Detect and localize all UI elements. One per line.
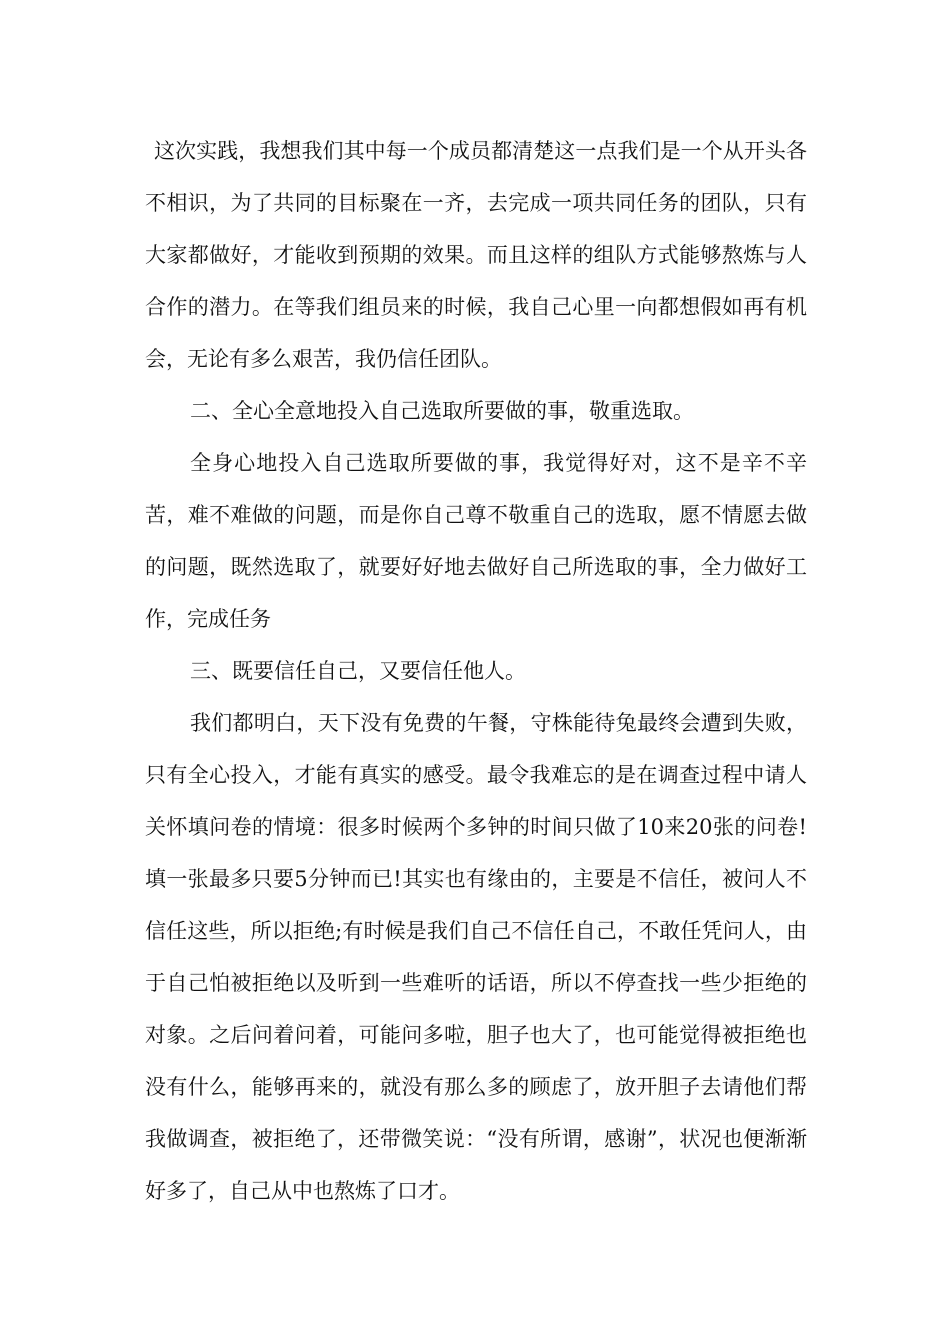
paragraph-team-practice: 这次实践，我想我们其中每一个成员都清楚这一点我们是一个从开头各不相识，为了共同的目标聚在一齐，去完成一项共同任务的团队，只有大家都做好，才能收到预期的效果。而且这样的组队方式能够熬炼与人合作的潜力。在等我们组员来的时候，我自己心里一向都想假如再有机会，无论有多么艰苦，我仍信任团队。 (145, 139, 807, 371)
section-heading-three: 三、既要信任自己，又要信任他人。 (190, 659, 526, 683)
paragraph-trust: 我们都明白，天下没有免费的午餐，守株能待兔最终会遭到失败，只有全心投入，才能有真实的感受。最令我难忘的是在调查过程中请人关怀填问卷的情境：很多时候两个多钟的时间只做了10来20张的问卷!填一张最多只要5分钟而已!其实也有缘由的，主要是不信任，被问人不信任这些，所以拒绝;有时候是我们自己不信任自己，不敢任凭问人，由于自己怕被拒绝以及听到一些难听的话语，所以不停查找一些少拒绝的对象。之后问着问着，可能问多啦，胆子也大了，也可能觉得被拒绝也没有什么，能够再来的，就没有那么多的顾虑了，放开胆子去请他们帮我做调查，被拒绝了，还带微笑说：“没有所谓，感谢”，状况也便渐渐好多了，自己从中也熬炼了口才。 (145, 711, 807, 1203)
document-body (145, 125, 807, 1217)
section-heading-two: 二、全心全意地投入自己选取所要做的事，敬重选取。 (190, 399, 694, 423)
paragraph-full-commitment: 全身心地投入自己选取所要做的事，我觉得好对，这不是辛不辛苦，难不难做的问题，而是你自己尊不敬重自己的选取，愿不情愿去做的问题，既然选取了，就要好好地去做好自己所选取的事，全力做好工作，完成任务 (145, 451, 807, 631)
